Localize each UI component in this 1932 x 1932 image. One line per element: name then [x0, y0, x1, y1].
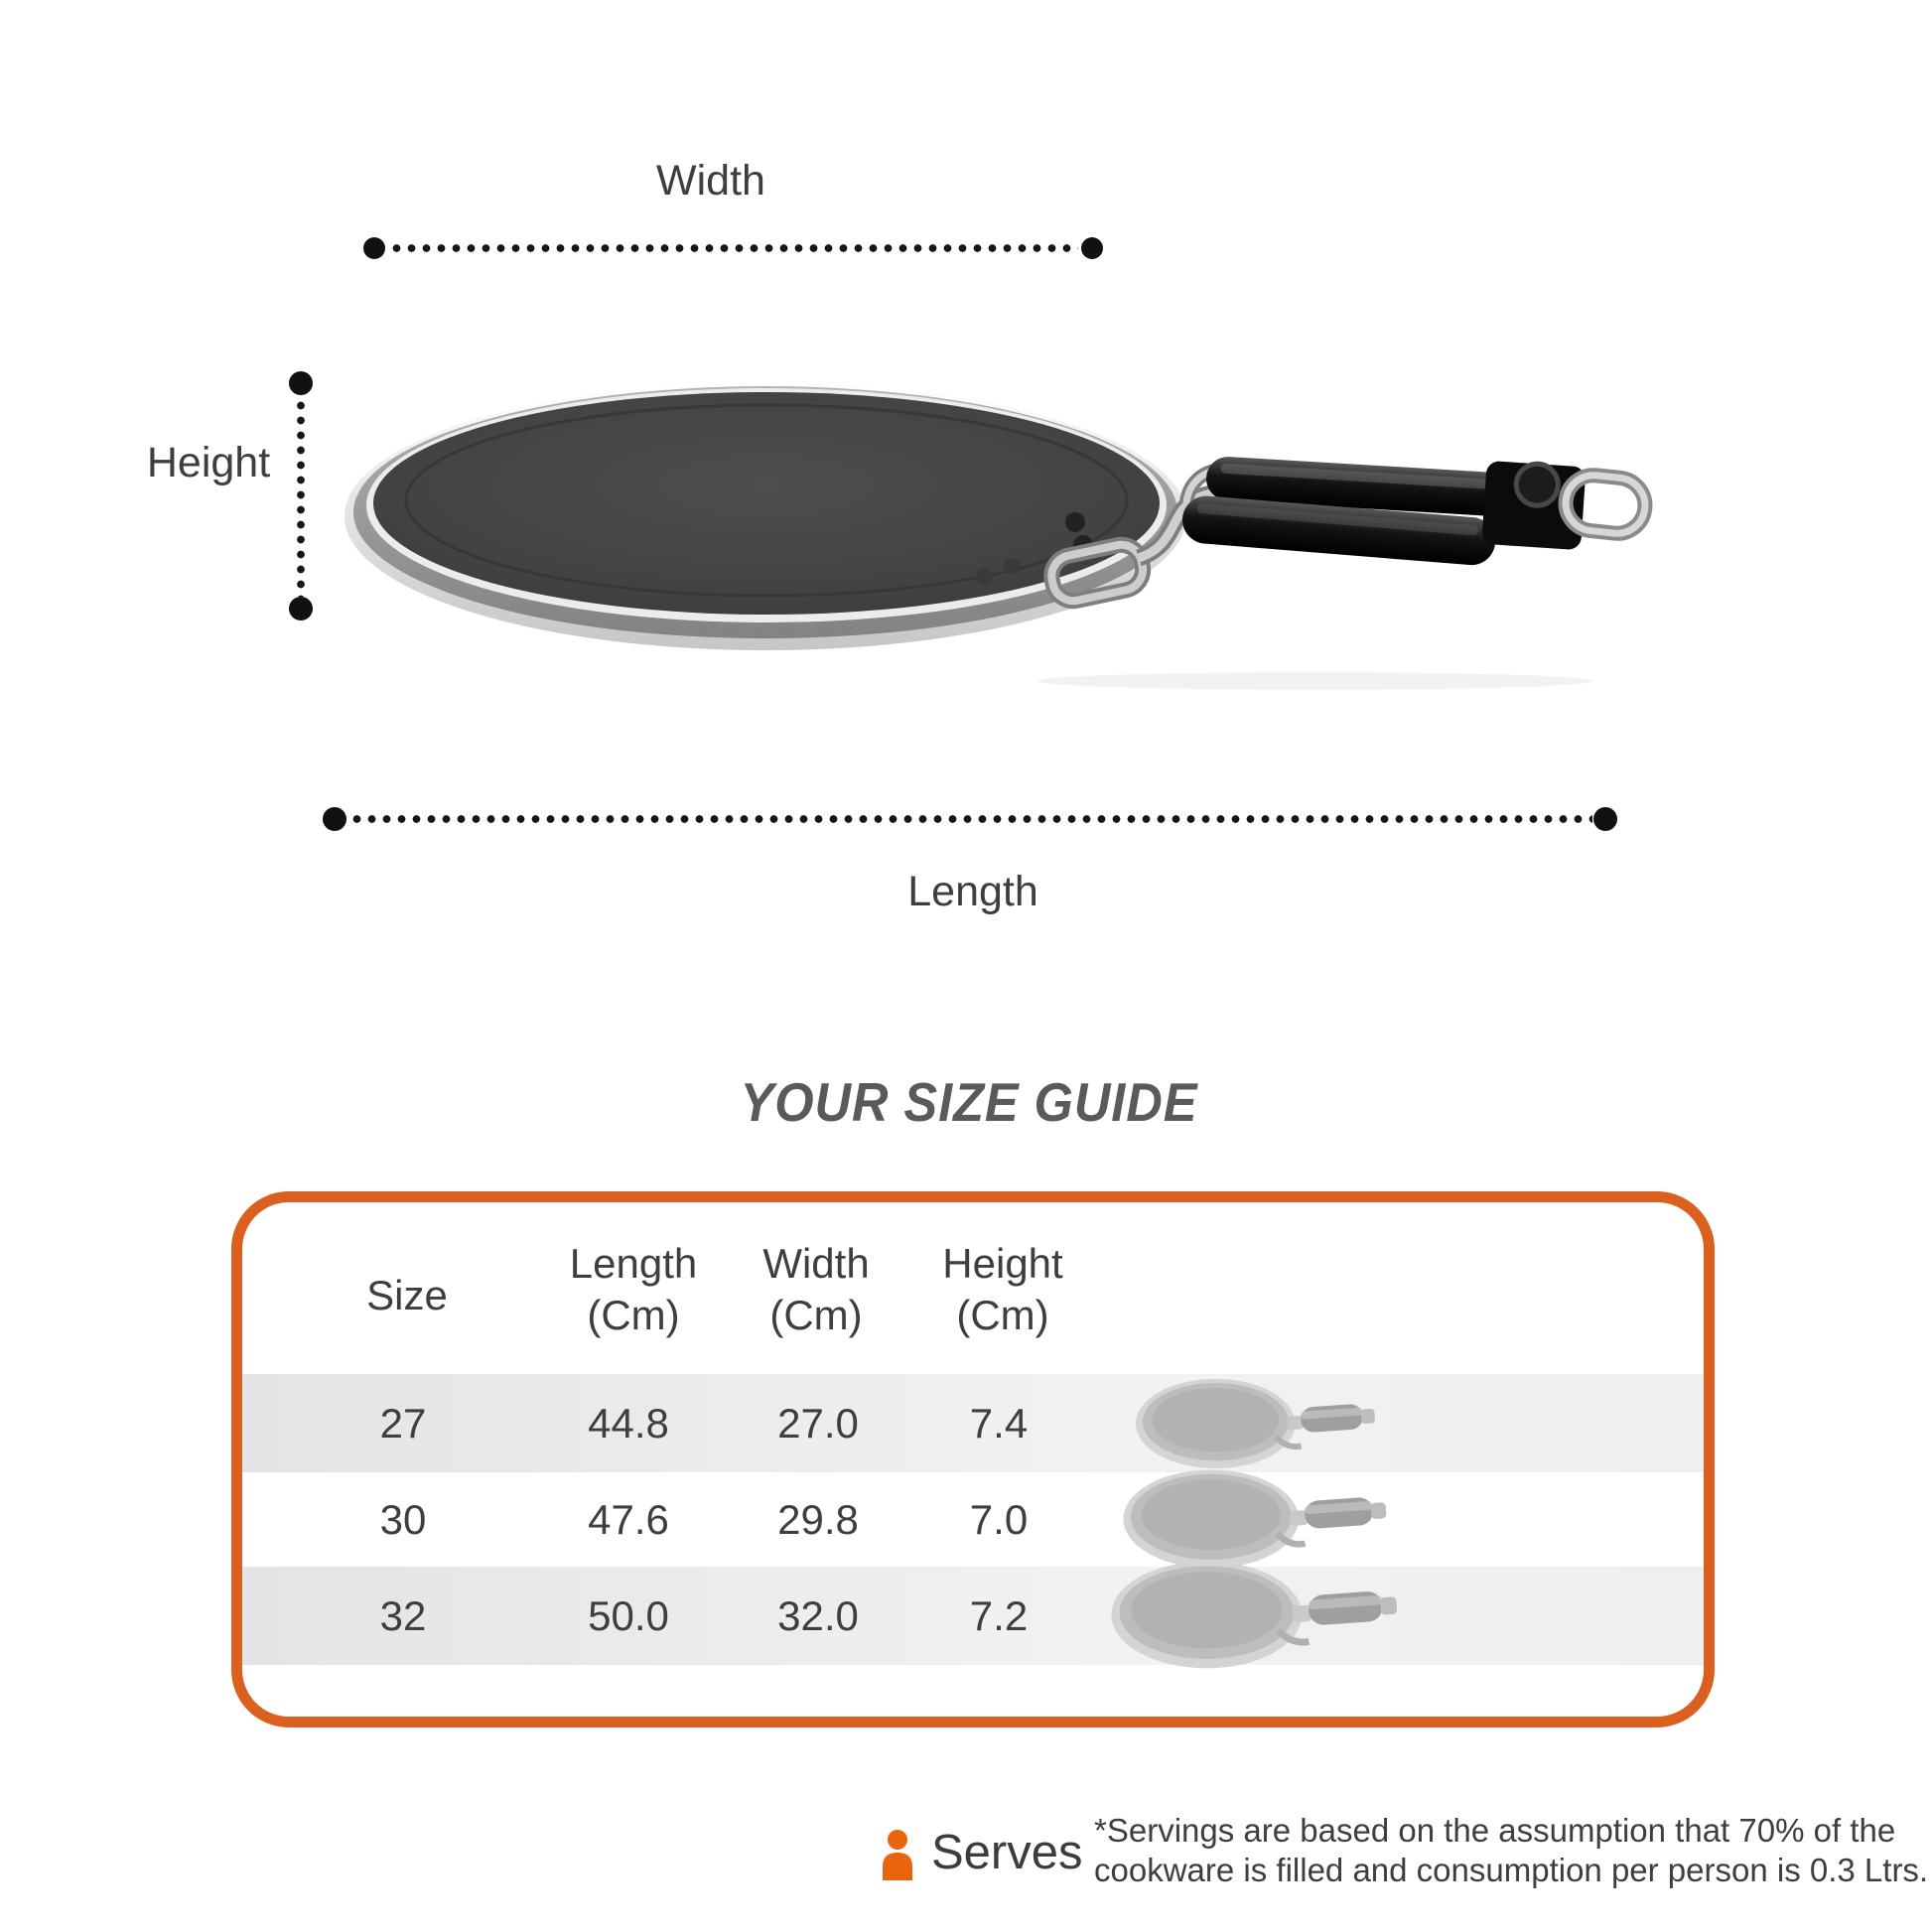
width-line-left-dot: [363, 237, 385, 259]
cell-width: 29.8: [777, 1495, 859, 1543]
height-line-bottom-dot: [289, 597, 313, 621]
cell-size: 32: [379, 1591, 427, 1639]
cell-length: 47.6: [588, 1495, 669, 1543]
column-header-size: Size: [366, 1272, 448, 1318]
servings-footnote: [1094, 1811, 1928, 1890]
width-line-right-dot: [1081, 237, 1103, 259]
cell-width: 27.0: [777, 1399, 859, 1447]
cell-size: 30: [379, 1495, 427, 1543]
column-header-length: Length (Cm): [569, 1240, 698, 1338]
cell-length: 50.0: [588, 1591, 669, 1639]
size-guide-table: [231, 1191, 1715, 1727]
footnote-line-2: cookware is filled and consumption per person is 0.3 Ltrs.: [1094, 1852, 1929, 1888]
product-image-tawa-pan: [333, 355, 1653, 693]
column-header-width: Width (Cm): [762, 1240, 870, 1338]
cell-height: 7.0: [969, 1495, 1029, 1543]
footnote-line-1: *Servings are based on the assumption that 70% of the: [1094, 1812, 1896, 1849]
table-row: [242, 1567, 1704, 1665]
column-header-height: Height (Cm): [942, 1240, 1063, 1338]
cell-height: 7.4: [969, 1399, 1029, 1447]
serves-label: Serves: [931, 1826, 1083, 1879]
table-row: [242, 1374, 1704, 1472]
size-guide-title: YOUR SIZE GUIDE: [740, 1071, 1198, 1133]
height-dimension-label: Height: [146, 439, 271, 486]
pan-thumbnail: [1130, 1375, 1383, 1472]
cell-height: 7.2: [969, 1591, 1029, 1639]
width-dimension-label: Width: [656, 157, 765, 205]
cell-length: 44.8: [588, 1399, 669, 1447]
cell-size: 27: [379, 1399, 427, 1447]
length-dimension-label: Length: [907, 868, 1038, 915]
person-icon: [880, 1829, 915, 1880]
length-line-left-dot: [323, 807, 346, 831]
height-line-top-dot: [289, 371, 313, 395]
table-row: [242, 1472, 1704, 1567]
length-line-right-dot: [1593, 807, 1617, 831]
pan-thumbnail: [1104, 1557, 1407, 1673]
cell-width: 32.0: [777, 1591, 859, 1639]
